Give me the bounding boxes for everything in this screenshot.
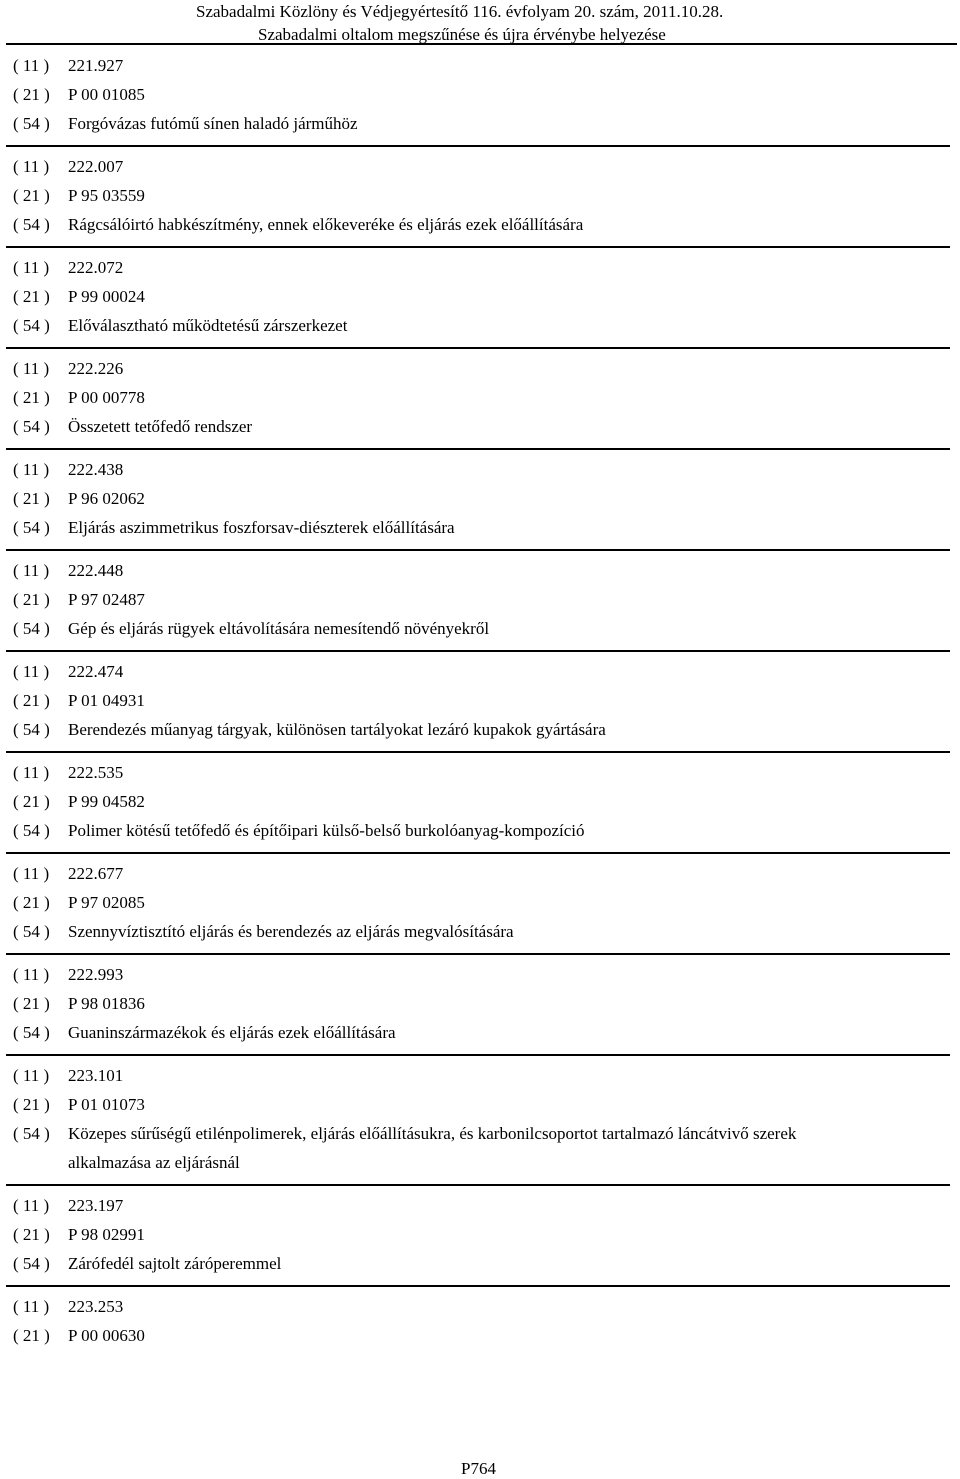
patent-title: Összetett tetőfedő rendszer bbox=[68, 417, 253, 436]
field-code-21: ( 21 ) bbox=[13, 691, 50, 710]
patent-title-row bbox=[0, 614, 960, 643]
application-number: P 96 02062 bbox=[68, 489, 145, 508]
field-code-11: ( 11 ) bbox=[13, 763, 50, 782]
field-code-11: ( 11 ) bbox=[13, 359, 50, 378]
field-code-11: ( 11 ) bbox=[13, 1066, 50, 1085]
field-code-21: ( 21 ) bbox=[13, 893, 50, 912]
application-number: P 95 03559 bbox=[68, 186, 145, 205]
patent-number-row bbox=[0, 859, 960, 888]
field-code-21: ( 21 ) bbox=[13, 1326, 50, 1345]
page-number: P764 bbox=[461, 1459, 496, 1478]
application-number-row bbox=[0, 484, 960, 513]
patent-record bbox=[0, 349, 960, 450]
application-number-row bbox=[0, 282, 960, 311]
application-number-row bbox=[0, 585, 960, 614]
patent-title: Eljárás aszimmetrikus foszforsav-diészterek előállítására bbox=[68, 518, 455, 537]
patent-record bbox=[0, 955, 960, 1056]
patent-number-row bbox=[0, 1061, 960, 1090]
patent-number: 223.101 bbox=[68, 1066, 124, 1085]
patent-title: Rágcsálóirtó habkészítmény, ennek előkeveréke és eljárás ezek előállítására bbox=[68, 215, 584, 234]
patent-number-row bbox=[0, 51, 960, 80]
field-code-21: ( 21 ) bbox=[13, 186, 50, 205]
patent-number: 222.535 bbox=[68, 763, 124, 782]
patent-number: 222.677 bbox=[68, 864, 124, 883]
patent-title-row bbox=[0, 715, 960, 744]
field-code-11: ( 11 ) bbox=[13, 460, 50, 479]
patent-record bbox=[0, 551, 960, 652]
application-number-row bbox=[0, 181, 960, 210]
patent-title-row bbox=[0, 1249, 960, 1278]
patent-title-row bbox=[0, 311, 960, 340]
application-number-row bbox=[0, 989, 960, 1018]
patent-record bbox=[0, 1186, 960, 1287]
field-code-21: ( 21 ) bbox=[13, 85, 50, 104]
application-number: P 98 01836 bbox=[68, 994, 145, 1013]
patent-number: 222.448 bbox=[68, 561, 124, 580]
patent-number-row bbox=[0, 152, 960, 181]
patent-number-row bbox=[0, 556, 960, 585]
patent-record bbox=[0, 248, 960, 349]
field-code-54: ( 54 ) bbox=[13, 417, 50, 436]
application-number-row bbox=[0, 383, 960, 412]
field-code-21: ( 21 ) bbox=[13, 994, 50, 1013]
application-number: P 98 02991 bbox=[68, 1225, 145, 1244]
patent-number-row bbox=[0, 1292, 960, 1321]
journal-title: Szabadalmi Közlöny és Védjegyértesítő 116. évfolyam 20. szám, 2011.10.28. bbox=[196, 2, 724, 21]
field-code-54: ( 54 ) bbox=[13, 114, 50, 133]
patent-number: 222.007 bbox=[68, 157, 124, 176]
field-code-54: ( 54 ) bbox=[13, 619, 50, 638]
application-number: P 00 00778 bbox=[68, 388, 145, 407]
field-code-11: ( 11 ) bbox=[13, 258, 50, 277]
patent-number-row bbox=[0, 960, 960, 989]
field-code-21: ( 21 ) bbox=[13, 388, 50, 407]
patent-title: Polimer kötésű tetőfedő és építőipari külső-belső burkolóanyag-kompozíció bbox=[68, 821, 585, 840]
patent-record bbox=[0, 652, 960, 753]
field-code-11: ( 11 ) bbox=[13, 561, 50, 580]
patent-number-row bbox=[0, 253, 960, 282]
field-code-11: ( 11 ) bbox=[13, 157, 50, 176]
patent-title-row bbox=[0, 210, 960, 239]
patent-number: 222.993 bbox=[68, 965, 124, 984]
patent-title-row bbox=[0, 917, 960, 946]
application-number-row bbox=[0, 80, 960, 109]
patent-title-row bbox=[0, 109, 960, 138]
application-number-row bbox=[0, 888, 960, 917]
patent-title-row bbox=[0, 816, 960, 845]
patent-record bbox=[0, 854, 960, 955]
patent-number-row bbox=[0, 657, 960, 686]
field-code-54: ( 54 ) bbox=[13, 720, 50, 739]
patent-title: Zárófedél sajtolt záróperemmel bbox=[68, 1254, 282, 1273]
patent-record bbox=[0, 1287, 960, 1350]
application-number: P 99 04582 bbox=[68, 792, 145, 811]
field-code-54: ( 54 ) bbox=[13, 922, 50, 941]
field-code-11: ( 11 ) bbox=[13, 1297, 50, 1316]
field-code-54: ( 54 ) bbox=[13, 821, 50, 840]
field-code-54: ( 54 ) bbox=[13, 518, 50, 537]
section-title: Szabadalmi oltalom megszűnése és újra érvénybe helyezése bbox=[258, 25, 666, 44]
application-number-row bbox=[0, 1090, 960, 1119]
application-number: P 00 01085 bbox=[68, 85, 145, 104]
patent-record bbox=[0, 450, 960, 551]
patent-title: Közepes sűrűségű etilénpolimerek, eljárás előállításukra, és karbonilcsoportot tartalmazó láncátvivő szerek alkalmazása az eljárásnál bbox=[68, 1124, 797, 1172]
patent-title: Forgóvázas futómű sínen haladó járműhöz bbox=[68, 114, 358, 133]
application-number-row bbox=[0, 787, 960, 816]
patent-record bbox=[0, 46, 960, 147]
field-code-21: ( 21 ) bbox=[13, 1225, 50, 1244]
patent-title: Berendezés műanyag tárgyak, különösen tartályokat lezáró kupakok gyártására bbox=[68, 720, 606, 739]
patent-number: 222.226 bbox=[68, 359, 124, 378]
application-number: P 99 00024 bbox=[68, 287, 145, 306]
patent-number-row bbox=[0, 455, 960, 484]
application-number: P 00 00630 bbox=[68, 1326, 145, 1345]
field-code-11: ( 11 ) bbox=[13, 864, 50, 883]
field-code-54: ( 54 ) bbox=[13, 215, 50, 234]
patent-number: 222.438 bbox=[68, 460, 124, 479]
application-number: P 97 02487 bbox=[68, 590, 145, 609]
patent-title-row bbox=[0, 513, 960, 542]
field-code-54: ( 54 ) bbox=[13, 1023, 50, 1042]
patent-title: Előválasztható működtetésű zárszerkezet bbox=[68, 316, 348, 335]
field-code-21: ( 21 ) bbox=[13, 489, 50, 508]
patent-record-list bbox=[0, 46, 960, 1350]
application-number: P 01 01073 bbox=[68, 1095, 145, 1114]
field-code-11: ( 11 ) bbox=[13, 1196, 50, 1215]
field-code-11: ( 11 ) bbox=[13, 965, 50, 984]
patent-record bbox=[0, 1056, 960, 1186]
patent-title: Guaninszármazékok és eljárás ezek előállítására bbox=[68, 1023, 396, 1042]
application-number-row bbox=[0, 1220, 960, 1249]
application-number: P 01 04931 bbox=[68, 691, 145, 710]
patent-record bbox=[0, 147, 960, 248]
application-number-row bbox=[0, 1321, 960, 1350]
field-code-21: ( 21 ) bbox=[13, 792, 50, 811]
field-code-11: ( 11 ) bbox=[13, 56, 50, 75]
patent-title-row bbox=[0, 1119, 960, 1177]
patent-title: Gép és eljárás rügyek eltávolítására nemesítendő növényekről bbox=[68, 619, 490, 638]
patent-title: Szennyvíztisztító eljárás és berendezés az eljárás megvalósítására bbox=[68, 922, 514, 941]
application-number-row bbox=[0, 686, 960, 715]
field-code-54: ( 54 ) bbox=[13, 316, 50, 335]
patent-number-row bbox=[0, 1191, 960, 1220]
patent-number-row bbox=[0, 354, 960, 383]
patent-title-row bbox=[0, 412, 960, 441]
field-code-21: ( 21 ) bbox=[13, 287, 50, 306]
field-code-54: ( 54 ) bbox=[13, 1124, 50, 1143]
field-code-54: ( 54 ) bbox=[13, 1254, 50, 1273]
patent-number: 221.927 bbox=[68, 56, 124, 75]
patent-record bbox=[0, 753, 960, 854]
field-code-11: ( 11 ) bbox=[13, 662, 50, 681]
field-code-21: ( 21 ) bbox=[13, 1095, 50, 1114]
patent-number: 222.474 bbox=[68, 662, 124, 681]
header-divider bbox=[6, 43, 957, 45]
patent-number: 223.197 bbox=[68, 1196, 124, 1215]
patent-title-row bbox=[0, 1018, 960, 1047]
field-code-21: ( 21 ) bbox=[13, 590, 50, 609]
patent-number-row bbox=[0, 758, 960, 787]
application-number: P 97 02085 bbox=[68, 893, 145, 912]
patent-number: 223.253 bbox=[68, 1297, 124, 1316]
patent-number: 222.072 bbox=[68, 258, 124, 277]
